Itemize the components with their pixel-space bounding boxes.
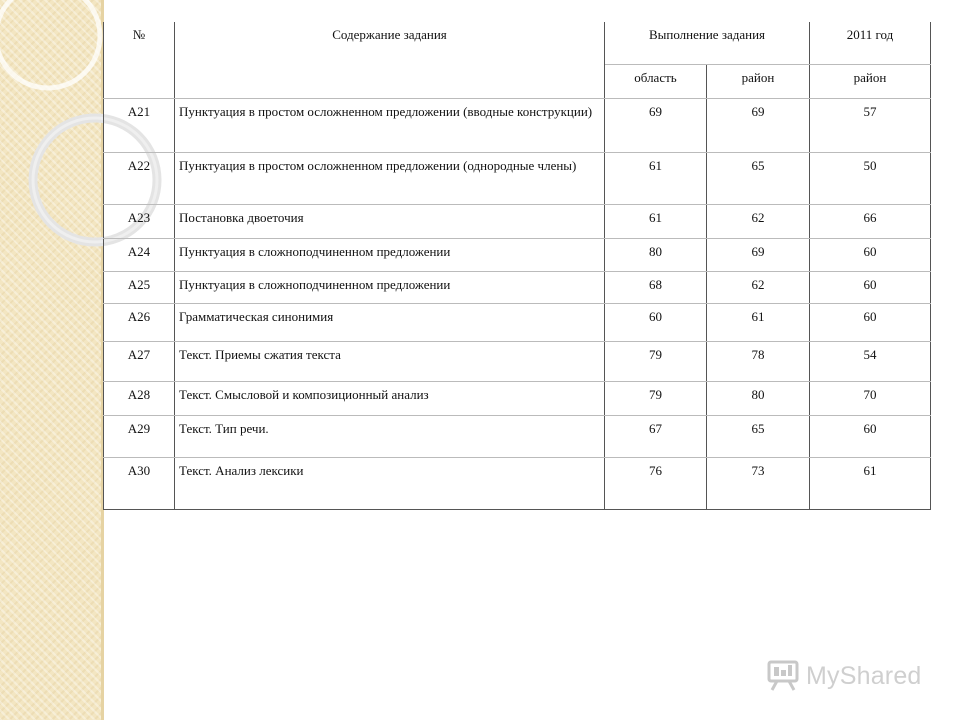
header-content: Содержание задания (175, 22, 605, 98)
results-table (103, 22, 931, 510)
row-oblast-value: 79 (605, 341, 707, 381)
header-year-rayon: район (810, 64, 931, 98)
row-code: А26 (104, 303, 175, 341)
row-code: А29 (104, 415, 175, 457)
header-execution: Выполнение задания (605, 22, 810, 64)
row-year-rayon-value: 60 (810, 303, 931, 341)
row-year-rayon-value: 61 (810, 457, 931, 509)
row-description: Постановка двоеточия (175, 204, 605, 238)
row-oblast-value: 67 (605, 415, 707, 457)
row-code: А21 (104, 98, 175, 152)
table-row (104, 271, 931, 303)
row-oblast-value: 68 (605, 271, 707, 303)
row-description: Пунктуация в простом осложненном предложении (однородные члены) (175, 152, 605, 204)
row-code: А27 (104, 341, 175, 381)
row-rayon-value: 73 (707, 457, 810, 509)
table-row (104, 204, 931, 238)
table-row (104, 98, 931, 152)
row-oblast-value: 61 (605, 204, 707, 238)
header-rayon: район (707, 64, 810, 98)
row-oblast-value: 79 (605, 381, 707, 415)
row-rayon-value: 65 (707, 152, 810, 204)
row-code: А25 (104, 271, 175, 303)
results-table-container (103, 22, 930, 510)
row-year-rayon-value: 60 (810, 271, 931, 303)
row-rayon-value: 61 (707, 303, 810, 341)
row-year-rayon-value: 54 (810, 341, 931, 381)
row-year-rayon-value: 60 (810, 415, 931, 457)
row-description: Пунктуация в сложноподчиненном предложении (175, 271, 605, 303)
row-rayon-value: 69 (707, 238, 810, 271)
row-rayon-value: 62 (707, 204, 810, 238)
row-description: Пунктуация в сложноподчиненном предложении (175, 238, 605, 271)
row-oblast-value: 61 (605, 152, 707, 204)
row-description: Грамматическая синонимия (175, 303, 605, 341)
row-code: А23 (104, 204, 175, 238)
table-row (104, 238, 931, 271)
presentation-board-icon (766, 659, 800, 693)
row-rayon-value: 62 (707, 271, 810, 303)
row-year-rayon-value: 60 (810, 238, 931, 271)
row-rayon-value: 78 (707, 341, 810, 381)
table-row (104, 152, 931, 204)
row-oblast-value: 69 (605, 98, 707, 152)
table-row (104, 381, 931, 415)
row-description: Текст. Тип речи. (175, 415, 605, 457)
row-code: А22 (104, 152, 175, 204)
row-description: Текст. Приемы сжатия текста (175, 341, 605, 381)
myshared-logo[interactable] (766, 656, 936, 696)
header-oblast: область (605, 64, 707, 98)
row-rayon-value: 65 (707, 415, 810, 457)
row-year-rayon-value: 66 (810, 204, 931, 238)
logo-text: MyShared (806, 661, 922, 690)
row-code: А28 (104, 381, 175, 415)
header-year: 2011 год (810, 22, 931, 64)
row-rayon-value: 69 (707, 98, 810, 152)
table-row (104, 341, 931, 381)
row-description: Текст. Смысловой и композиционный анализ (175, 381, 605, 415)
row-oblast-value: 76 (605, 457, 707, 509)
row-oblast-value: 60 (605, 303, 707, 341)
table-row (104, 457, 931, 509)
row-code: А24 (104, 238, 175, 271)
table-row (104, 415, 931, 457)
header-num: № (104, 22, 175, 98)
row-code: А30 (104, 457, 175, 509)
decorative-side-strip (0, 0, 104, 720)
row-year-rayon-value: 57 (810, 98, 931, 152)
row-year-rayon-value: 70 (810, 381, 931, 415)
row-description: Пунктуация в простом осложненном предложении (вводные конструкции) (175, 98, 605, 152)
row-rayon-value: 80 (707, 381, 810, 415)
row-year-rayon-value: 50 (810, 152, 931, 204)
table-row (104, 303, 931, 341)
row-description: Текст. Анализ лексики (175, 457, 605, 509)
row-oblast-value: 80 (605, 238, 707, 271)
